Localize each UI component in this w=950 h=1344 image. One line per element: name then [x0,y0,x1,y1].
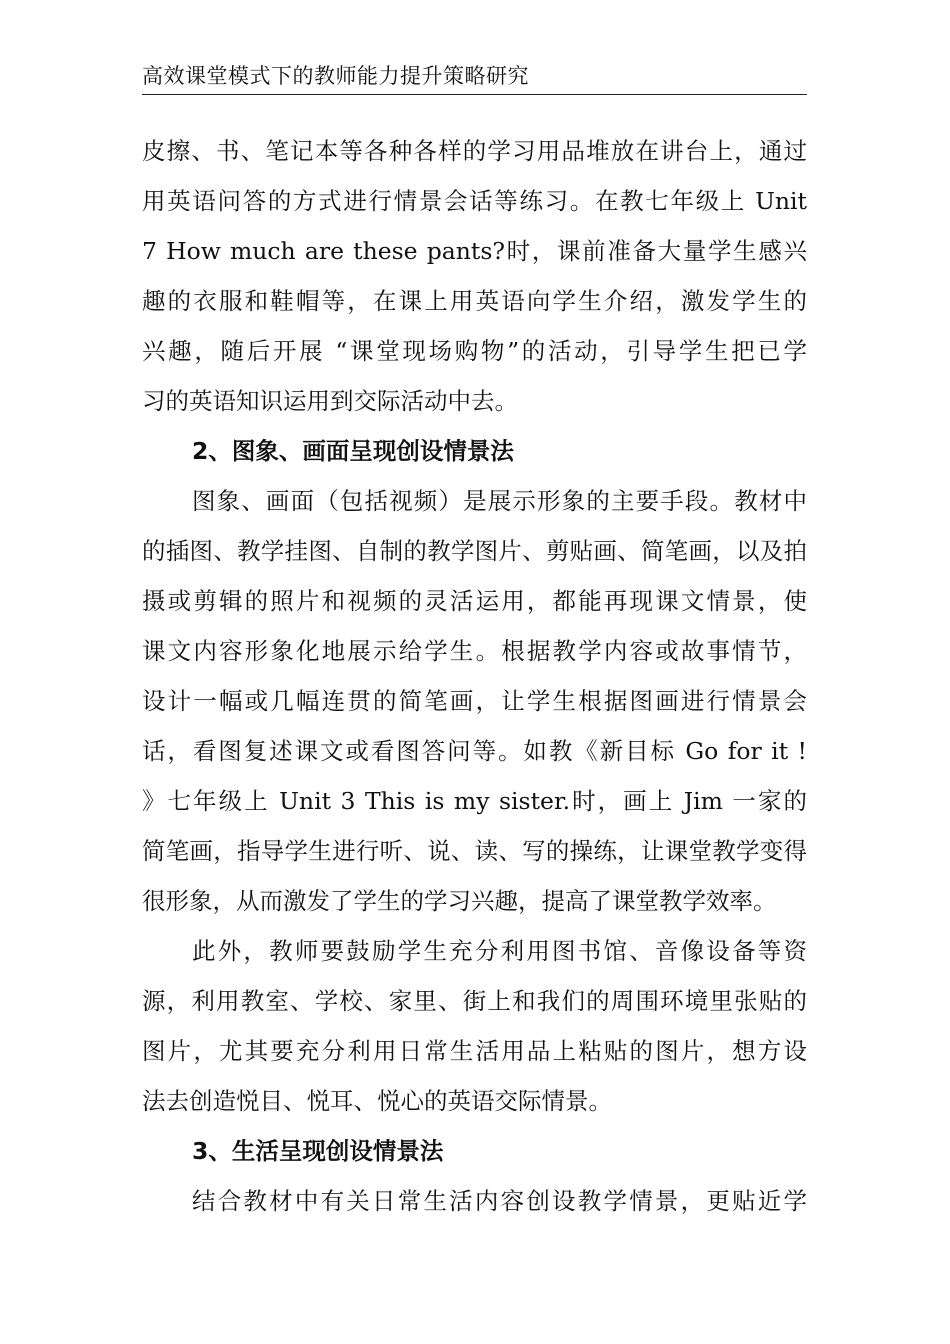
body-line: 的插图、教学挂图、自制的教学图片、剪贴画、简笔画，以及拍 [142,537,807,565]
body-line: 话，看图复述课文或看图答问等。如教《新目标 Go for it ! [142,737,807,765]
body-line: 》七年级上 Unit 3 This is my sister.时，画上 Jim 一家的 [142,787,807,815]
body-line: 源，利用教室、学校、家里、街上和我们的周围环境里张贴的 [142,987,807,1015]
body-line: 兴趣，随后开展 “课堂现场购物”的活动，引导学生把已学 [142,337,807,365]
document-body [142,126,807,1226]
body-line: 趣的衣服和鞋帽等，在课上用英语向学生介绍，激发学生的 [142,287,807,315]
body-line: 摄或剪辑的照片和视频的灵活运用，都能再现课文情景，使 [142,587,807,615]
section-heading: 3、生活呈现创设情景法 [192,1137,444,1165]
body-line: 7 How much are these pants?时，课前准备大量学生感兴 [142,237,807,265]
body-line: 很形象，从而激发了学生的学习兴趣，提高了课堂教学效率。 [142,887,777,915]
section-heading: 2、图象、画面呈现创设情景法 [192,437,514,465]
body-line: 简笔画，指导学生进行听、说、读、写的操练，让课堂教学变得 [142,837,807,865]
page-header [142,64,807,95]
body-line: 习的英语知识运用到交际活动中去。 [142,387,518,415]
paragraph-first-line: 图象、画面（包括视频）是展示形象的主要手段。教材中 [192,487,807,515]
paragraph-first-line: 此外，教师要鼓励学生充分利用图书馆、音像设备等资 [192,937,807,965]
paragraph-first-line: 结合教材中有关日常生活内容创设教学情景，更贴近学 [192,1187,807,1215]
body-line: 用英语问答的方式进行情景会话等练习。在教七年级上 Unit [142,187,807,215]
header-title: 高效课堂模式下的教师能力提升策略研究 [142,64,529,88]
body-line: 皮擦、书、笔记本等各种各样的学习用品堆放在讲台上，通过 [142,137,807,165]
body-line: 设计一幅或几幅连贯的简笔画，让学生根据图画进行情景会 [142,687,807,715]
body-line: 课文内容形象化地展示给学生。根据教学内容或故事情节， [142,637,807,665]
body-line: 法去创造悦目、悦耳、悦心的英语交际情景。 [142,1087,612,1115]
body-line: 图片，尤其要充分利用日常生活用品上粘贴的图片，想方设 [142,1037,807,1065]
